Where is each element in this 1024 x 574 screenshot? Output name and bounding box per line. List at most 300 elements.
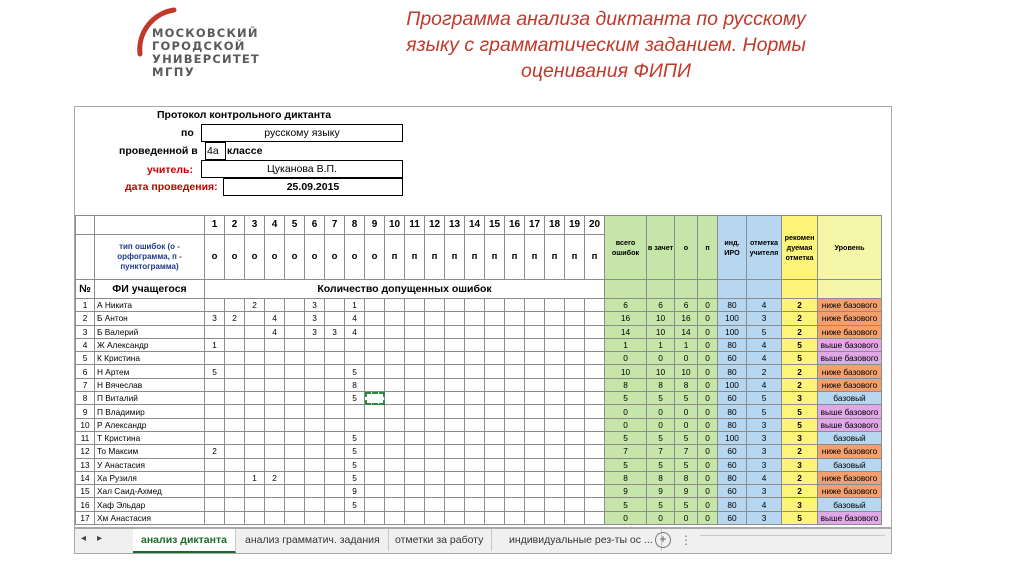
error-count-cell[interactable] bbox=[465, 498, 485, 511]
error-count-cell[interactable] bbox=[465, 352, 485, 365]
error-count-cell[interactable] bbox=[465, 511, 485, 524]
error-count-cell[interactable] bbox=[405, 392, 425, 405]
student-name[interactable]: Хаф Эльдар bbox=[95, 498, 205, 511]
error-count-cell[interactable]: 4 bbox=[265, 312, 285, 325]
error-count-cell[interactable] bbox=[485, 378, 505, 391]
error-count-cell[interactable] bbox=[585, 405, 605, 418]
error-count-cell[interactable] bbox=[265, 299, 285, 312]
error-count-cell[interactable] bbox=[525, 312, 545, 325]
error-count-cell[interactable] bbox=[385, 312, 405, 325]
error-count-cell[interactable] bbox=[525, 498, 545, 511]
error-count-cell[interactable] bbox=[425, 485, 445, 498]
error-count-cell[interactable] bbox=[505, 498, 525, 511]
error-count-cell[interactable]: 3 bbox=[305, 299, 325, 312]
error-count-cell[interactable] bbox=[285, 418, 305, 431]
student-name[interactable]: Ж Александр bbox=[95, 338, 205, 351]
error-count-cell[interactable] bbox=[585, 338, 605, 351]
error-count-cell[interactable] bbox=[245, 458, 265, 471]
error-count-cell[interactable] bbox=[465, 445, 485, 458]
error-count-cell[interactable] bbox=[585, 458, 605, 471]
error-count-cell[interactable] bbox=[265, 511, 285, 524]
error-count-cell[interactable] bbox=[325, 458, 345, 471]
error-count-cell[interactable] bbox=[585, 485, 605, 498]
error-count-cell[interactable] bbox=[585, 431, 605, 444]
error-count-cell[interactable] bbox=[405, 458, 425, 471]
error-count-cell[interactable] bbox=[545, 511, 565, 524]
error-count-cell[interactable] bbox=[445, 325, 465, 338]
error-count-cell[interactable] bbox=[265, 338, 285, 351]
error-count-cell[interactable] bbox=[405, 471, 425, 484]
error-count-cell[interactable] bbox=[545, 498, 565, 511]
error-count-cell[interactable] bbox=[465, 405, 485, 418]
error-count-cell[interactable]: 4 bbox=[345, 325, 365, 338]
error-count-cell[interactable] bbox=[525, 338, 545, 351]
error-count-cell[interactable] bbox=[365, 325, 385, 338]
student-name[interactable]: Хал Саид-Ахмед bbox=[95, 485, 205, 498]
error-count-cell[interactable] bbox=[425, 392, 445, 405]
error-count-cell[interactable] bbox=[525, 431, 545, 444]
error-count-cell[interactable] bbox=[485, 299, 505, 312]
error-count-cell[interactable] bbox=[485, 405, 505, 418]
error-count-cell[interactable] bbox=[405, 485, 425, 498]
error-count-cell[interactable] bbox=[245, 312, 265, 325]
error-count-cell[interactable] bbox=[545, 299, 565, 312]
student-name[interactable]: Н Вячеслав bbox=[95, 378, 205, 391]
error-count-cell[interactable] bbox=[565, 511, 585, 524]
error-count-cell[interactable] bbox=[325, 498, 345, 511]
error-count-cell[interactable] bbox=[445, 352, 465, 365]
error-count-cell[interactable] bbox=[545, 325, 565, 338]
error-count-cell[interactable] bbox=[565, 498, 585, 511]
error-count-cell[interactable] bbox=[365, 378, 385, 391]
error-count-cell[interactable] bbox=[485, 338, 505, 351]
error-count-cell[interactable] bbox=[225, 511, 245, 524]
error-count-cell[interactable] bbox=[465, 312, 485, 325]
error-count-cell[interactable] bbox=[365, 445, 385, 458]
error-count-cell[interactable] bbox=[385, 299, 405, 312]
error-count-cell[interactable] bbox=[545, 338, 565, 351]
error-count-cell[interactable] bbox=[425, 325, 445, 338]
error-count-cell[interactable] bbox=[585, 325, 605, 338]
error-count-cell[interactable] bbox=[525, 418, 545, 431]
error-count-cell[interactable] bbox=[465, 471, 485, 484]
error-count-cell[interactable] bbox=[325, 405, 345, 418]
error-count-cell[interactable] bbox=[285, 392, 305, 405]
tab-split-handle-icon[interactable]: ⋮ bbox=[680, 533, 692, 547]
tab-scroll-right-icon[interactable]: ▸ bbox=[97, 533, 103, 544]
error-count-cell[interactable] bbox=[365, 392, 385, 405]
student-name[interactable]: П Владимир bbox=[95, 405, 205, 418]
error-count-cell[interactable] bbox=[225, 405, 245, 418]
error-count-cell[interactable] bbox=[265, 365, 285, 378]
error-count-cell[interactable] bbox=[545, 458, 565, 471]
error-count-cell[interactable] bbox=[405, 338, 425, 351]
error-count-cell[interactable] bbox=[425, 378, 445, 391]
error-count-cell[interactable] bbox=[205, 352, 225, 365]
error-count-cell[interactable] bbox=[325, 365, 345, 378]
error-count-cell[interactable] bbox=[525, 378, 545, 391]
error-count-cell[interactable] bbox=[545, 352, 565, 365]
error-count-cell[interactable] bbox=[385, 511, 405, 524]
error-count-cell[interactable] bbox=[565, 352, 585, 365]
error-count-cell[interactable] bbox=[505, 485, 525, 498]
error-count-cell[interactable] bbox=[205, 458, 225, 471]
error-count-cell[interactable] bbox=[245, 365, 265, 378]
error-count-cell[interactable] bbox=[545, 431, 565, 444]
error-count-cell[interactable] bbox=[305, 431, 325, 444]
error-count-cell[interactable] bbox=[465, 431, 485, 444]
date-field[interactable]: 25.09.2015 bbox=[223, 178, 403, 196]
error-count-cell[interactable] bbox=[365, 338, 385, 351]
error-count-cell[interactable] bbox=[325, 511, 345, 524]
error-count-cell[interactable] bbox=[325, 392, 345, 405]
subject-field[interactable]: русскому языку bbox=[201, 124, 403, 142]
tab-marks[interactable]: отметки за работу bbox=[387, 529, 492, 551]
error-count-cell[interactable] bbox=[365, 471, 385, 484]
error-count-cell[interactable] bbox=[445, 485, 465, 498]
error-count-cell[interactable] bbox=[445, 511, 465, 524]
error-count-cell[interactable] bbox=[505, 312, 525, 325]
error-count-cell[interactable] bbox=[485, 498, 505, 511]
error-count-cell[interactable] bbox=[505, 378, 525, 391]
error-count-cell[interactable] bbox=[225, 445, 245, 458]
error-count-cell[interactable] bbox=[245, 338, 265, 351]
error-count-cell[interactable] bbox=[425, 299, 445, 312]
error-count-cell[interactable] bbox=[265, 392, 285, 405]
error-count-cell[interactable] bbox=[585, 378, 605, 391]
student-name[interactable]: Т Кристина bbox=[95, 431, 205, 444]
error-count-cell[interactable] bbox=[505, 392, 525, 405]
error-count-cell[interactable] bbox=[565, 458, 585, 471]
error-count-cell[interactable] bbox=[305, 405, 325, 418]
error-count-cell[interactable]: 4 bbox=[345, 312, 365, 325]
error-count-cell[interactable] bbox=[365, 498, 385, 511]
error-count-cell[interactable] bbox=[345, 405, 365, 418]
error-count-cell[interactable] bbox=[405, 431, 425, 444]
error-count-cell[interactable] bbox=[325, 431, 345, 444]
error-count-cell[interactable]: 3 bbox=[305, 312, 325, 325]
error-count-cell[interactable] bbox=[285, 511, 305, 524]
error-count-cell[interactable] bbox=[305, 511, 325, 524]
error-count-cell[interactable] bbox=[245, 498, 265, 511]
error-count-cell[interactable] bbox=[305, 485, 325, 498]
error-count-cell[interactable]: 5 bbox=[345, 471, 365, 484]
error-count-cell[interactable] bbox=[565, 338, 585, 351]
error-count-cell[interactable]: 5 bbox=[345, 445, 365, 458]
error-count-cell[interactable]: 5 bbox=[345, 431, 365, 444]
error-count-cell[interactable] bbox=[285, 471, 305, 484]
error-count-cell[interactable] bbox=[345, 338, 365, 351]
error-count-cell[interactable]: 5 bbox=[345, 498, 365, 511]
error-count-cell[interactable] bbox=[305, 352, 325, 365]
error-count-cell[interactable] bbox=[265, 498, 285, 511]
error-count-cell[interactable] bbox=[545, 378, 565, 391]
error-count-cell[interactable]: 3 bbox=[305, 325, 325, 338]
student-name[interactable]: У Анастасия bbox=[95, 458, 205, 471]
error-count-cell[interactable] bbox=[345, 352, 365, 365]
tab-scroll-left-icon[interactable]: ◂ bbox=[81, 533, 87, 544]
error-count-cell[interactable] bbox=[385, 485, 405, 498]
error-count-cell[interactable]: 4 bbox=[265, 325, 285, 338]
error-count-cell[interactable] bbox=[445, 365, 465, 378]
error-count-cell[interactable] bbox=[305, 365, 325, 378]
error-count-cell[interactable]: 2 bbox=[225, 312, 245, 325]
error-count-cell[interactable] bbox=[385, 325, 405, 338]
error-count-cell[interactable] bbox=[445, 392, 465, 405]
error-count-cell[interactable] bbox=[405, 498, 425, 511]
error-count-cell[interactable] bbox=[525, 325, 545, 338]
student-name[interactable]: Хм Анастасия bbox=[95, 511, 205, 524]
error-count-cell[interactable] bbox=[505, 418, 525, 431]
error-count-cell[interactable] bbox=[525, 471, 545, 484]
error-count-cell[interactable] bbox=[385, 498, 405, 511]
error-count-cell[interactable] bbox=[485, 458, 505, 471]
error-count-cell[interactable] bbox=[565, 405, 585, 418]
error-count-cell[interactable] bbox=[585, 498, 605, 511]
error-count-cell[interactable] bbox=[505, 471, 525, 484]
error-count-cell[interactable] bbox=[565, 418, 585, 431]
error-count-cell[interactable] bbox=[565, 431, 585, 444]
error-count-cell[interactable] bbox=[365, 431, 385, 444]
error-count-cell[interactable] bbox=[205, 378, 225, 391]
error-count-cell[interactable] bbox=[365, 312, 385, 325]
error-count-cell[interactable] bbox=[545, 418, 565, 431]
error-count-cell[interactable] bbox=[465, 378, 485, 391]
error-count-cell[interactable] bbox=[565, 365, 585, 378]
error-count-cell[interactable] bbox=[485, 352, 505, 365]
error-count-cell[interactable] bbox=[565, 471, 585, 484]
error-count-cell[interactable] bbox=[325, 445, 345, 458]
error-count-cell[interactable] bbox=[365, 458, 385, 471]
error-count-cell[interactable] bbox=[445, 299, 465, 312]
error-count-cell[interactable] bbox=[205, 485, 225, 498]
error-count-cell[interactable]: 3 bbox=[325, 325, 345, 338]
error-count-cell[interactable] bbox=[445, 458, 465, 471]
student-name[interactable]: Б Антон bbox=[95, 312, 205, 325]
tab-grammar[interactable]: анализ грамматич. задания bbox=[237, 529, 389, 551]
error-count-cell[interactable] bbox=[525, 365, 545, 378]
error-count-cell[interactable] bbox=[465, 338, 485, 351]
error-count-cell[interactable] bbox=[205, 471, 225, 484]
error-count-cell[interactable] bbox=[545, 471, 565, 484]
error-count-cell[interactable]: 2 bbox=[205, 445, 225, 458]
error-count-cell[interactable] bbox=[325, 485, 345, 498]
error-count-cell[interactable] bbox=[385, 431, 405, 444]
error-count-cell[interactable] bbox=[365, 299, 385, 312]
error-count-cell[interactable] bbox=[545, 365, 565, 378]
class-field[interactable]: 4а bbox=[205, 142, 226, 160]
error-count-cell[interactable] bbox=[285, 498, 305, 511]
error-count-cell[interactable] bbox=[225, 392, 245, 405]
error-count-cell[interactable] bbox=[465, 458, 485, 471]
error-count-cell[interactable] bbox=[225, 498, 245, 511]
error-count-cell[interactable] bbox=[525, 511, 545, 524]
error-count-cell[interactable] bbox=[425, 312, 445, 325]
error-count-cell[interactable] bbox=[425, 471, 445, 484]
error-count-cell[interactable] bbox=[205, 431, 225, 444]
add-sheet-icon[interactable]: + bbox=[655, 532, 671, 548]
error-count-cell[interactable] bbox=[545, 405, 565, 418]
error-count-cell[interactable] bbox=[565, 325, 585, 338]
error-count-cell[interactable] bbox=[505, 352, 525, 365]
error-count-cell[interactable] bbox=[425, 458, 445, 471]
error-count-cell[interactable] bbox=[345, 511, 365, 524]
error-count-cell[interactable] bbox=[265, 378, 285, 391]
error-count-cell[interactable] bbox=[585, 511, 605, 524]
error-count-cell[interactable] bbox=[325, 312, 345, 325]
error-count-cell[interactable] bbox=[325, 299, 345, 312]
error-count-cell[interactable] bbox=[465, 365, 485, 378]
error-count-cell[interactable] bbox=[205, 511, 225, 524]
error-count-cell[interactable] bbox=[405, 312, 425, 325]
error-count-cell[interactable] bbox=[245, 418, 265, 431]
teacher-field[interactable]: Цуканова В.П. bbox=[201, 160, 403, 178]
error-count-cell[interactable] bbox=[505, 338, 525, 351]
error-count-cell[interactable] bbox=[445, 445, 465, 458]
error-count-cell[interactable] bbox=[205, 418, 225, 431]
error-count-cell[interactable] bbox=[305, 471, 325, 484]
error-count-cell[interactable] bbox=[385, 378, 405, 391]
error-count-cell[interactable] bbox=[425, 418, 445, 431]
error-count-cell[interactable] bbox=[405, 405, 425, 418]
error-count-cell[interactable] bbox=[525, 485, 545, 498]
error-count-cell[interactable] bbox=[285, 352, 305, 365]
error-count-cell[interactable] bbox=[445, 338, 465, 351]
student-name[interactable]: Н Артем bbox=[95, 365, 205, 378]
error-count-cell[interactable] bbox=[445, 471, 465, 484]
error-count-cell[interactable] bbox=[405, 325, 425, 338]
error-count-cell[interactable] bbox=[565, 299, 585, 312]
error-count-cell[interactable] bbox=[565, 312, 585, 325]
error-count-cell[interactable] bbox=[285, 365, 305, 378]
error-count-cell[interactable] bbox=[205, 405, 225, 418]
error-count-cell[interactable] bbox=[265, 352, 285, 365]
error-count-cell[interactable] bbox=[325, 418, 345, 431]
error-count-cell[interactable] bbox=[525, 392, 545, 405]
horizontal-scrollbar[interactable] bbox=[700, 535, 885, 546]
error-count-cell[interactable] bbox=[565, 445, 585, 458]
error-count-cell[interactable] bbox=[465, 418, 485, 431]
error-count-cell[interactable] bbox=[305, 445, 325, 458]
error-count-cell[interactable]: 5 bbox=[345, 392, 365, 405]
error-count-cell[interactable]: 5 bbox=[345, 365, 365, 378]
student-name[interactable]: К Кристина bbox=[95, 352, 205, 365]
error-count-cell[interactable] bbox=[345, 418, 365, 431]
error-count-cell[interactable] bbox=[385, 445, 405, 458]
error-count-cell[interactable] bbox=[405, 299, 425, 312]
error-count-cell[interactable] bbox=[405, 352, 425, 365]
error-count-cell[interactable] bbox=[365, 365, 385, 378]
error-count-cell[interactable] bbox=[225, 418, 245, 431]
error-count-cell[interactable] bbox=[265, 431, 285, 444]
error-count-cell[interactable] bbox=[425, 405, 445, 418]
error-count-cell[interactable] bbox=[585, 299, 605, 312]
error-count-cell[interactable] bbox=[545, 392, 565, 405]
error-count-cell[interactable] bbox=[405, 511, 425, 524]
error-count-cell[interactable] bbox=[205, 392, 225, 405]
error-count-cell[interactable] bbox=[505, 511, 525, 524]
error-count-cell[interactable] bbox=[305, 498, 325, 511]
error-count-cell[interactable]: 9 bbox=[345, 485, 365, 498]
error-count-cell[interactable] bbox=[225, 338, 245, 351]
error-count-cell[interactable] bbox=[485, 325, 505, 338]
error-count-cell[interactable] bbox=[385, 405, 405, 418]
error-count-cell[interactable] bbox=[505, 299, 525, 312]
error-count-cell[interactable] bbox=[585, 392, 605, 405]
error-count-cell[interactable] bbox=[405, 418, 425, 431]
error-count-cell[interactable] bbox=[485, 485, 505, 498]
error-count-cell[interactable] bbox=[445, 405, 465, 418]
error-count-cell[interactable] bbox=[465, 325, 485, 338]
error-count-cell[interactable] bbox=[425, 431, 445, 444]
error-count-cell[interactable] bbox=[225, 325, 245, 338]
error-count-cell[interactable] bbox=[325, 378, 345, 391]
student-name[interactable]: Р Александр bbox=[95, 418, 205, 431]
error-count-cell[interactable] bbox=[225, 431, 245, 444]
error-count-cell[interactable] bbox=[485, 431, 505, 444]
tab-individual[interactable]: индивидуальные рез-ты ос ... bbox=[501, 529, 662, 551]
error-count-cell[interactable] bbox=[445, 418, 465, 431]
error-count-cell[interactable] bbox=[465, 392, 485, 405]
error-count-cell[interactable] bbox=[505, 365, 525, 378]
error-count-cell[interactable] bbox=[505, 431, 525, 444]
error-count-cell[interactable] bbox=[225, 365, 245, 378]
error-count-cell[interactable] bbox=[565, 378, 585, 391]
error-count-cell[interactable] bbox=[485, 511, 505, 524]
error-count-cell[interactable] bbox=[365, 405, 385, 418]
error-count-cell[interactable] bbox=[305, 392, 325, 405]
error-count-cell[interactable] bbox=[285, 378, 305, 391]
error-count-cell[interactable] bbox=[265, 405, 285, 418]
error-count-cell[interactable]: 2 bbox=[245, 299, 265, 312]
error-count-cell[interactable] bbox=[365, 352, 385, 365]
error-count-cell[interactable] bbox=[525, 352, 545, 365]
error-count-cell[interactable] bbox=[485, 365, 505, 378]
error-count-cell[interactable] bbox=[325, 338, 345, 351]
error-count-cell[interactable] bbox=[225, 471, 245, 484]
error-count-cell[interactable] bbox=[525, 405, 545, 418]
error-count-cell[interactable] bbox=[585, 312, 605, 325]
error-count-cell[interactable] bbox=[225, 458, 245, 471]
error-count-cell[interactable] bbox=[365, 485, 385, 498]
error-count-cell[interactable] bbox=[505, 445, 525, 458]
error-count-cell[interactable] bbox=[425, 338, 445, 351]
error-count-cell[interactable] bbox=[245, 485, 265, 498]
error-count-cell[interactable] bbox=[585, 418, 605, 431]
error-count-cell[interactable] bbox=[425, 445, 445, 458]
error-count-cell[interactable] bbox=[265, 485, 285, 498]
error-count-cell[interactable] bbox=[245, 352, 265, 365]
error-count-cell[interactable] bbox=[385, 365, 405, 378]
error-count-cell[interactable] bbox=[425, 498, 445, 511]
error-count-cell[interactable] bbox=[225, 378, 245, 391]
error-count-cell[interactable] bbox=[285, 431, 305, 444]
error-count-cell[interactable] bbox=[265, 458, 285, 471]
error-count-cell[interactable] bbox=[305, 338, 325, 351]
error-count-cell[interactable] bbox=[485, 445, 505, 458]
error-count-cell[interactable] bbox=[485, 418, 505, 431]
error-count-cell[interactable] bbox=[265, 445, 285, 458]
error-count-cell[interactable] bbox=[325, 471, 345, 484]
error-count-cell[interactable] bbox=[405, 365, 425, 378]
error-count-cell[interactable] bbox=[565, 392, 585, 405]
error-count-cell[interactable] bbox=[285, 338, 305, 351]
error-count-cell[interactable] bbox=[245, 445, 265, 458]
error-count-cell[interactable] bbox=[545, 312, 565, 325]
error-count-cell[interactable] bbox=[205, 325, 225, 338]
error-count-cell[interactable] bbox=[285, 325, 305, 338]
error-count-cell[interactable] bbox=[385, 418, 405, 431]
